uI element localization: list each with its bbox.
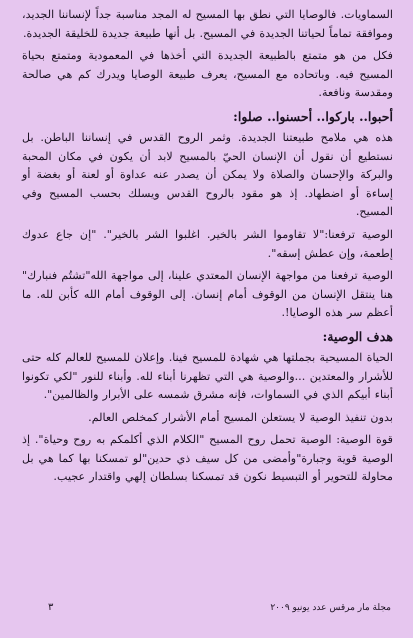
paragraph: الوصية ترفعنا من مواجهة الإنسان المعتدي علينا، إلى مواجهة الله"تشتُم فنبارك" هنا ينتقل الإنسان من الوقوف أمام إنسان. إلى الوقوف أمام الله كأبن لله. ما أعظم سر هذه الوصايا!. <box>22 269 393 320</box>
paragraph: فكل من هو متمتع بالطبيعة الجديدة التي أخذها في المعمودية ومتمتع بحياة المسيح فيه. وباتحاده مع المسيح، يعرف طبيعة الوصايا ويدرك كم هي صالحة ومقدسة ونافعة. <box>22 49 393 100</box>
section-heading: هدف الوصية: <box>322 328 393 344</box>
page-number: ٣ <box>48 602 54 613</box>
paragraph: هذه هي ملامح طبيعتنا الجديدة. وثمر الروح القدس في إنساننا الباطن. بل نستطيع أن نقول أن الإنسان الحيّ بالمسيح لابد أن يكون في مكان المحبة والبركة والإحسان والصلاة ولا يمكن أن يصدر عنه عداوة أو لعنة أو بغضة أو إساءة أو اضطهاد. إذ هو مقود بالروح القدس ويسلك بحسب المسيح وفي المسيح. <box>22 130 393 219</box>
page-footer <box>48 600 391 616</box>
paragraph: الوصية ترفعنا:"لا تقاوموا الشر بالخير. اغلبوا الشر بالخير". "إن جاع عدوك إطعمة، وإن عطش إسقه". <box>22 227 393 260</box>
section-heading: أحبوا.. باركوا.. أحسنوا.. صلوا: <box>233 108 393 124</box>
journal-issue: مجلة مار مرقس عدد يونيو ٢٠٠٩ <box>270 603 391 613</box>
paragraph: قوة الوصية: الوصية تحمل روح المسيح "الكلام الذي أكلمكم به روح وحياة". إذ الوصية قوية وجبارة"وأمضى من كل سيف ذي حدين"لو تمسكنا بها كما هي بل محاولة للتحوير أو التبسيط نكون قد تمسكنا بسلطان إلهي واقتدار عجيب. <box>22 433 393 484</box>
page-body <box>22 6 393 487</box>
paragraph: الحياة المسيحية بجملتها هي شهادة للمسيح فينا. وإعلان للمسيح للعالم كله حتى للأشرار والمعتدين ...والوصية هي التي تظهرنا أبناء لله. وأبناء للنور "لكي تكونوا أبناء أبيكم الذي في السماوات، فإنه مشرق شمسه على الأبرار والظالمين". <box>22 350 393 402</box>
paragraph: السماويات. فالوصايا التي نطق بها المسيح له المجد مناسبة جداً لإنساننا الجديد، وموافقة تماماً لحياتنا الجديدة في المسيح. بل أنها طبيعة جديدة للخليقة الجديدة. <box>22 8 393 40</box>
paragraph: بدون تنفيذ الوصية لا يستعلن المسيح أمام الأشرار كمخلص العالم. <box>88 410 393 424</box>
